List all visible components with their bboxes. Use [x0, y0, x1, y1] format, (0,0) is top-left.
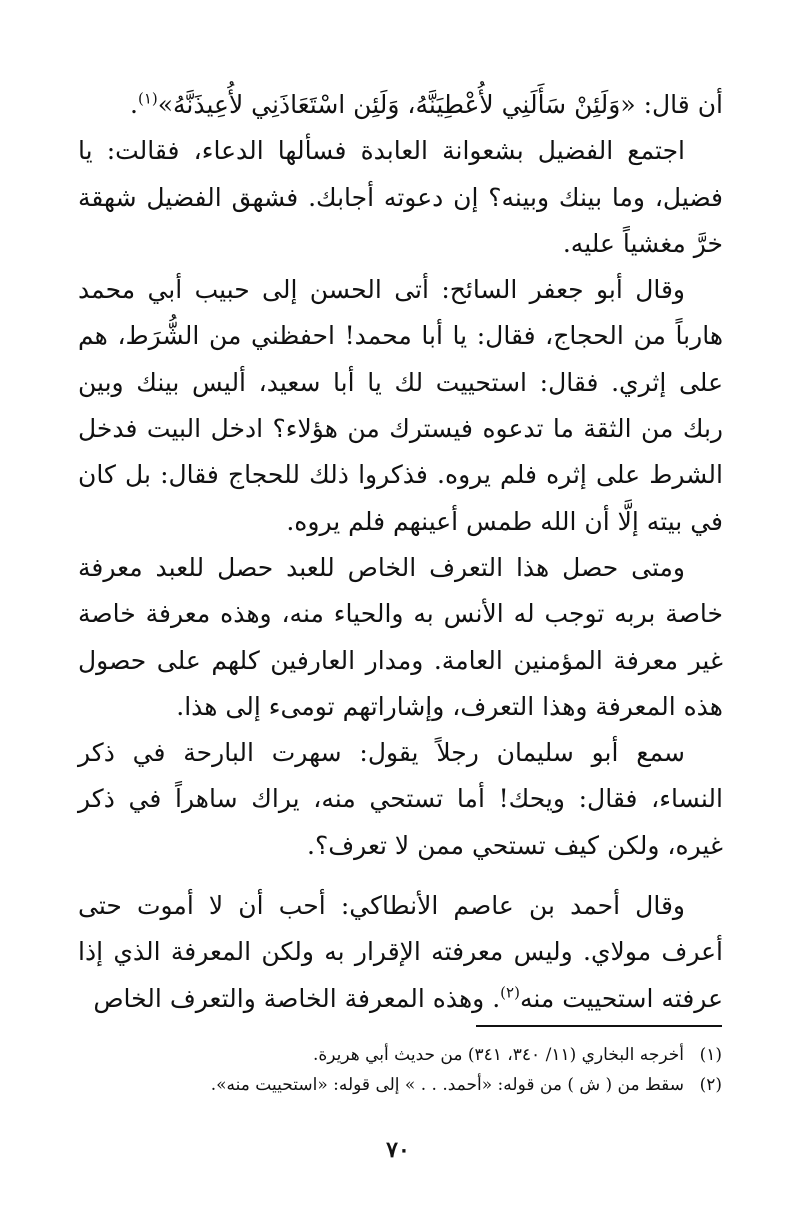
- paragraph-2: اجتمع الفضيل بشعوانة العابدة فسألها الدعاء، فقالت: يا فضيل، وما بينك وبينه؟ إن دعوته أجابك. فشهق الفضيل شهقة خرَّ مغشياً عليه.: [78, 136, 723, 258]
- body-text: [78, 82, 723, 1022]
- footnote-number: (١): [699, 1045, 722, 1065]
- paragraph-1: أن قال: «وَلَئِنْ سَأَلَنِي لأُعْطِيَنَّهُ، وَلَئِن اسْتَعَاذَنِي لأُعِيذَنَّهُ»$^{(١)}$.: [130, 89, 723, 119]
- footnote-divider: [476, 1025, 722, 1027]
- footnote-ref-1[interactable]: (١): [137, 89, 158, 108]
- footnote-1: [72, 1040, 722, 1070]
- paragraph-3: وقال أبو جعفر السائح: أتى الحسن إلى حبيب أبي محمد هارباً من الحجاج، فقال: يا أبا محمد! احفظني من الشُّرَط، هم على إثري. فقال: استحييت لك يا أبا سعيد، أليس بينك وبين ربك من الثقة ما تدعوه فيسترك من هؤلاء؟ ادخل البيت فدخل الشرط على إثره فلم يروه. فذكروا ذلك للحجاج فقال: بل كان في بيته إلَّا أن الله طمس أعينهم فلم يروه.: [78, 275, 723, 536]
- footnotes: [72, 1040, 722, 1100]
- paragraph-5: سمع أبو سليمان رجلاً يقول: سهرت البارحة في ذكر النساء، فقال: ويحك! أما تستحي منه، يراك ساهراً في ذكر غيره، ولكن كيف تستحي ممن لا تعرف؟.: [78, 738, 723, 860]
- paragraph-6: وقال أحمد بن عاصم الأنطاكي: أحب أن لا أموت حتى أعرف مولاي. وليس معرفته الإقرار به ولكن المعرفة الذي إذا عرفته استحييت منه$^{(٢)}$. وهذه المعرفة الخاصة والتعرف الخاص: [78, 891, 723, 1013]
- page-number: ٧٠: [386, 1137, 410, 1163]
- footnote-ref-2[interactable]: (٢): [500, 983, 520, 1002]
- footnote-number: (٢): [699, 1075, 722, 1095]
- footnote-text: سقط من ( ش ) من قوله: «أحمد. . . » إلى قوله: «استحييت منه».: [210, 1075, 684, 1095]
- footnote-text: أخرجه البخاري (١١/ ٣٤٠، ٣٤١) من حديث أبي هريرة.: [312, 1045, 684, 1065]
- paragraph-4: ومتى حصل هذا التعرف الخاص للعبد حصل للعبد معرفة خاصة بربه توجب له الأنس به والحياء منه، وهذه معرفة خاصة غير معرفة المؤمنين العامة. ومدار العارفين كلهم على حصول هذه المعرفة وهذا التعرف، وإشاراتهم تومىء إلى هذا.: [78, 552, 723, 721]
- footnote-2: [72, 1070, 722, 1100]
